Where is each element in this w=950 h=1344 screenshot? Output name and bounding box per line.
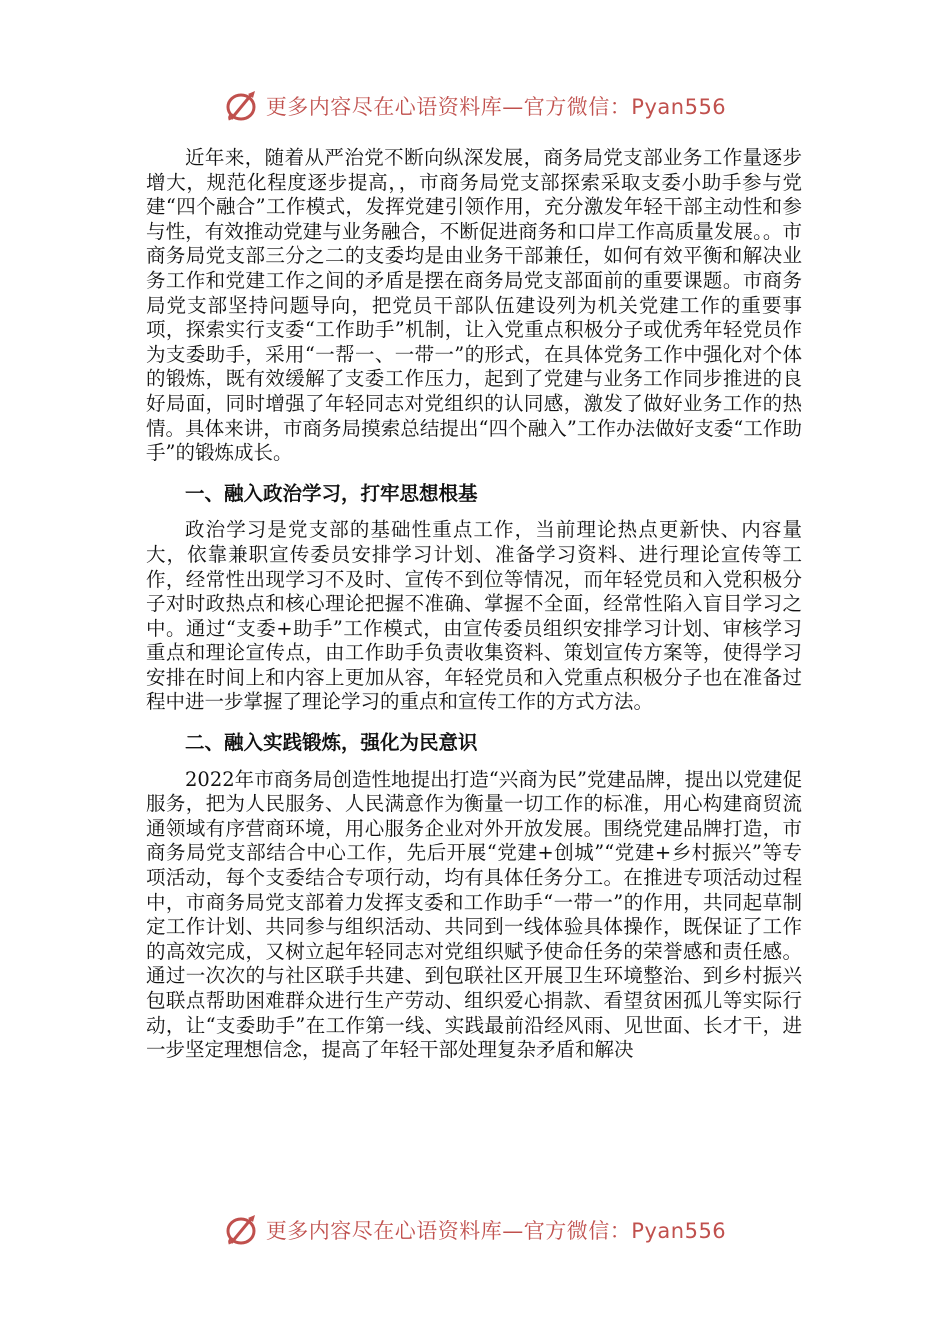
watermark-text-bottom: 更多内容尽在心语资料库—官方微信：Pyan556	[265, 1219, 727, 1243]
paragraph-intro: 近年来，随着从严治党不断向纵深发展，商务局党支部业务工作量逐步增大，规范化程度逐步提高，，市商务局党支部探索采取支委小助手参与党建“四个融合”工作模式，发挥党建引领作用，充分激发年轻干部主动性和参与性，有效推动党建与业务融合，不断促进商务和口岸工作高质量发展。。市商务局党支部三分之二的支委均是由业务干部兼任，如何有效平衡和解决业务工作和党建工作之间的矛盾是摆在商务局党支部面前的重要课题。市商务局党支部坚持问题导向，把党员干部队伍建设列为机关党建工作的重要事项，探索实行支委“工作助手”机制，让入党重点积极分子或优秀年轻党员作为支委助手，采用“一帮一、一带一”的形式，在具体党务工作中强化对个体的锻炼，既有效缓解了支委工作压力，起到了党建与业务工作同步推进的良好局面，同时增强了年轻同志对党组织的认同感，激发了做好业务工作的热情。具体来讲，市商务局摸索总结提出“四个融入”工作办法做好支委“工作助手”的锻炼成长。	[146, 146, 802, 465]
watermark-banner-top	[0, 84, 950, 128]
section-heading-2: 二、融入实践锻炼，强化为民意识	[185, 731, 478, 755]
watermark-banner-bottom	[0, 1208, 950, 1252]
section-heading-1: 一、融入政治学习，打牢思想根基	[185, 481, 478, 505]
paragraph-practice: 2022年市商务局创造性地提出打造“兴商为民”党建品牌，提出以党建促服务，把为人民服务、人民满意作为衡量一切工作的标准，用心构建商贸流通领域有序营商环境，用心服务企业对外开放发展。围绕党建品牌打造，市商务局党支部结合中心工作，先后开展“党建+创城”“党建+乡村振兴”等专项活动，每个支委结合专项行动，均有具体任务分工。在推进专项活动过程中，市商务局党支部着力发挥支委和工作助手“一带一”的作用，共同起草制定工作计划、共同参与组织活动、共同到一线体验具体操作，既保证了工作的高效完成，又树立起年轻同志对党组织赋予使命任务的荣誉感和责任感。通过一次次的与社区联手共建、到包联社区开展卫生环境整治、到乡村振兴包联点帮助困难群众进行生产劳动、组织爱心捐款、看望贫困孤儿等实际行动，让“支委助手”在工作第一线、实践最前沿经风雨、见世面、长才干，进一步坚定理想信念，提高了年轻干部处理复杂矛盾和解决	[146, 767, 802, 1062]
watermark-text-top: 更多内容尽在心语资料库—官方微信：Pyan556	[265, 95, 727, 119]
brush-logo-icon	[224, 1212, 260, 1248]
paragraph-political-study: 政治学习是党支部的基础性重点工作，当前理论热点更新快、内容量大，依靠兼职宣传委员安排学习计划、准备学习资料、进行理论宣传等工作，经常性出现学习不及时、宣传不到位等情况，而年轻党员和入党积极分子对时政热点和核心理论把握不准确、掌握不全面，经常性陷入盲目学习之中。通过“支委+助手”工作模式，由宣传委员组织安排学习计划、审核学习重点和理论宣传点，由工作助手负责收集资料、策划宣传方案等，使得学习安排在时间上和内容上更加从容，年轻党员和入党重点积极分子也在准备过程中进一步掌握了理论学习的重点和宣传工作的方式方法。	[146, 518, 802, 714]
brush-logo-icon	[224, 88, 260, 124]
document-body	[146, 146, 802, 1063]
